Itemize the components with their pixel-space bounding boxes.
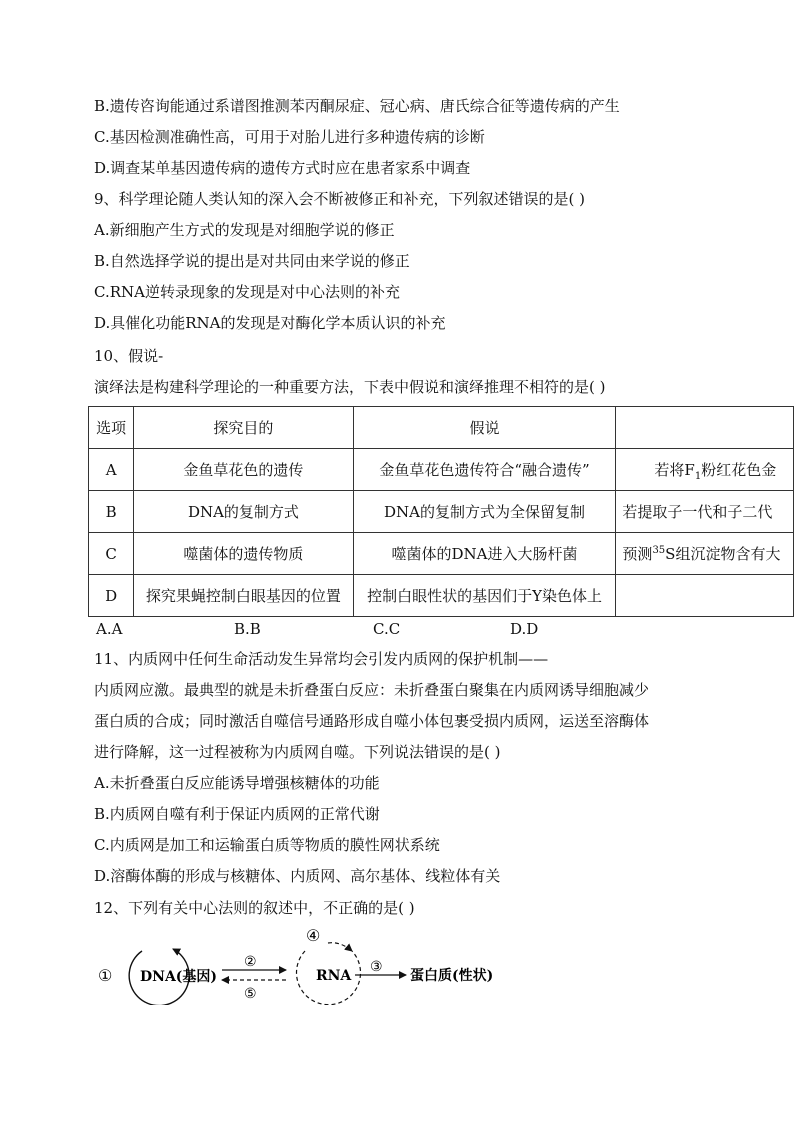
q9-option-c: C.RNA逆转录现象的发现是对中心法则的补充	[94, 283, 400, 301]
q11-option-c: C.内质网是加工和运输蛋白质等物质的膜性网状系统	[94, 836, 440, 854]
protein-label: 蛋白质(性状)	[410, 968, 494, 984]
q11-stem-line1: 11、内质网中任何生命活动发生异常均会引发内质网的保护机制——	[94, 650, 549, 668]
header-deduction	[616, 407, 794, 449]
q9-option-b: B.自然选择学说的提出是对共同由来学说的修正	[94, 252, 410, 270]
table-row	[89, 491, 794, 533]
row-purpose: DNA的复制方式	[134, 491, 353, 533]
label-1: ①	[98, 966, 113, 985]
row-purpose: 金鱼草花色的遗传	[134, 449, 353, 491]
q8-option-b: B.遗传咨询能通过系谱图推测苯丙酮尿症、冠心病、唐氏综合征等遗传病的产生	[94, 97, 620, 115]
q11-option-a: A.未折叠蛋白反应能诱导增强核糖体的功能	[94, 774, 380, 792]
central-dogma-diagram	[90, 925, 520, 1005]
row-hypothesis: 控制白眼性状的基因们于Y染色体上	[353, 575, 616, 617]
rna-label: RNA	[316, 968, 352, 984]
q9-option-a: A.新细胞产生方式的发现是对细胞学说的修正	[94, 221, 395, 239]
q10-stem-line1: 10、假说-	[94, 347, 164, 365]
table-row	[89, 449, 794, 491]
q11-stem-line3: 蛋白质的合成；同时激活自噬信号通路形成自噬小体包裹受损内质网，运送至溶酶体	[94, 712, 650, 730]
q11-option-b: B.内质网自噬有利于保证内质网的正常代谢	[94, 805, 380, 823]
q10-table	[88, 406, 794, 617]
q12-stem: 12、下列有关中心法则的叙述中，不正确的是( )	[94, 899, 415, 917]
row-option: C	[89, 533, 134, 575]
label-2: ②	[244, 954, 257, 970]
row-option: A	[89, 449, 134, 491]
row-hypothesis: DNA的复制方式为全保留复制	[353, 491, 616, 533]
q11-stem-line2: 内质网应激。最典型的就是未折叠蛋白反应：未折叠蛋白聚集在内质网诱导细胞减少	[94, 681, 650, 699]
q10-choice-d: D.D	[510, 620, 539, 638]
table-header-row	[89, 407, 794, 449]
row-purpose: 噬菌体的遗传物质	[134, 533, 353, 575]
header-option: 选项	[89, 407, 134, 449]
row-purpose: 探究果蝇控制白眼基因的位置	[134, 575, 353, 617]
header-hypothesis: 假说	[353, 407, 616, 449]
label-4: ④	[306, 926, 321, 945]
row-hypothesis: 金鱼草花色遗传符合“融合遗传”	[353, 449, 616, 491]
row-option: D	[89, 575, 134, 617]
row-option: B	[89, 491, 134, 533]
q10-choice-c: C.C	[373, 620, 401, 638]
q10-choice-a: A.A	[96, 620, 123, 638]
q11-option-d: D.溶酶体酶的形成与核糖体、内质网、高尔基体、线粒体有关	[94, 867, 501, 885]
dna-label: DNA(基因)	[140, 969, 218, 985]
table-row	[89, 533, 794, 575]
q8-option-d: D.调查某单基因遗传病的遗传方式时应在患者家系中调查	[94, 159, 471, 177]
row-deduction: 预测$^{35}$S组沉淀物含有大	[616, 533, 794, 575]
q9-option-d: D.具催化功能RNA的发现是对酶化学本质认识的补充	[94, 314, 446, 332]
header-purpose: 探究目的	[134, 407, 353, 449]
row-deduction: 若将$F_1$粉红花色金	[616, 449, 794, 491]
q8-option-c: C.基因检测准确性高，可用于对胎儿进行多种遗传病的诊断	[94, 128, 485, 146]
table-row	[89, 575, 794, 617]
q9-stem: 9、科学理论随人类认知的深入会不断被修正和补充，下列叙述错误的是( )	[94, 190, 586, 208]
q10-choice-b: B.B	[234, 620, 261, 638]
q11-stem-line4: 进行降解，这一过程被称为内质网自噬。下列说法错误的是( )	[94, 743, 501, 761]
row-deduction: 若提取子一代和子二代	[616, 491, 794, 533]
q10-stem-line2: 演绎法是构建科学理论的一种重要方法，下表中假说和演绎推理不相符的是( )	[94, 378, 606, 396]
row-deduction	[616, 575, 794, 617]
row-hypothesis: 噬菌体的DNA进入大肠杆菌	[353, 533, 616, 575]
label-5: ⑤	[244, 986, 257, 1002]
label-3: ③	[370, 959, 383, 975]
